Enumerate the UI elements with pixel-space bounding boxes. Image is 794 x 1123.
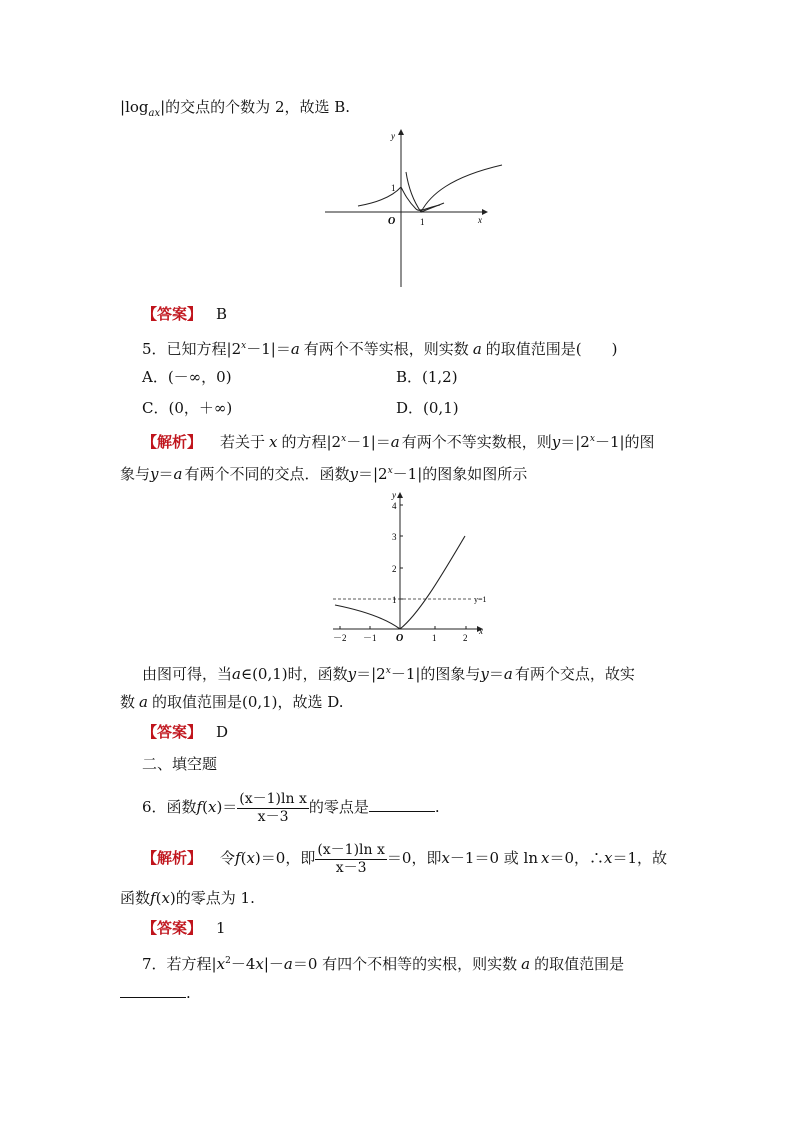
svg-text:－1: －1 — [363, 633, 377, 643]
graph-log-and-curve — [320, 125, 510, 290]
svg-text:y=1: y=1 — [474, 595, 487, 604]
answer-blank-7 — [120, 983, 186, 998]
analysis-6-line-2: 函数f(x)的零点为 1. — [120, 889, 255, 907]
svg-text:4: 4 — [392, 501, 397, 511]
svg-text:3: 3 — [392, 532, 397, 542]
svg-text:y: y — [392, 490, 396, 500]
option-b: B．(1,2) — [396, 368, 458, 386]
analysis-5-line-1: 【解析】 若关于 x 的方程$|2^x-1|=a$ 有两个不等实数根，则$y=|2^x-1|$的图 — [142, 433, 655, 451]
answer-4: 【答案】 B — [142, 305, 228, 323]
svg-text:x: x — [479, 626, 483, 636]
question-7-line-2: . — [120, 983, 191, 1003]
svg-text:2: 2 — [463, 633, 468, 643]
analysis-6-line-1: 【解析】 令f(x)＝0，即 $\frac{\text{(x－1)ln x}}{x-3}$ ＝0，即x－1＝0 或 ln x＝0，∴x＝1，故 — [142, 841, 668, 876]
svg-text:1: 1 — [432, 633, 437, 643]
svg-text:－2: －2 — [333, 633, 347, 643]
graph-abs-exponential — [325, 488, 495, 644]
text-line-1: $|\log_{ax}|$的交点的个数为 2，故选 B. — [120, 98, 351, 119]
svg-text:1: 1 — [392, 595, 397, 605]
option-c: C．(0，＋∞) — [142, 399, 233, 417]
svg-text:1: 1 — [420, 217, 425, 227]
svg-text:y: y — [391, 131, 395, 141]
question-6: 6．函数f(x)＝ $\frac{\text{(x－1)ln x}}{x-3}$ 的零点是 . — [142, 790, 440, 825]
question-5: 5．已知方程$|2^x-1|=a$ 有两个不等实根，则实数 a 的取值范围是( ) — [142, 340, 618, 358]
svg-text:1: 1 — [391, 183, 396, 193]
analysis-5-line-2: 象与y＝a 有两个不同的交点．函数$y=|2^x-1|$的图象如图所示 — [120, 465, 528, 483]
answer-blank-6 — [369, 797, 435, 812]
fraction-q6: $\frac{\text{(x－1)ln x}}{x-3}$ — [239, 790, 307, 825]
option-d: D．(0,1) — [396, 399, 459, 417]
section-title-fill-in: 二、填空题 — [142, 755, 218, 773]
answer-5: 【答案】 D — [142, 723, 229, 741]
conclusion-5-line-2: 数 a 的取值范围是(0,1)，故选 D. — [120, 693, 344, 711]
svg-text:2: 2 — [392, 564, 397, 574]
svg-text:O: O — [388, 216, 396, 227]
fraction-analysis-6: $\frac{\text{(x－1)ln x}}{x-3}$ — [317, 841, 385, 876]
question-7-line-1: 7．若方程$|x^2-4x|-a=0$ 有四个不相等的实根，则实数 a 的取值范围是 — [142, 955, 625, 973]
conclusion-5-line-1: 由图可得，当a∈(0,1)时，函数$y=|2^x-1|$的图象与y＝a 有两个交点，故实 — [142, 665, 635, 683]
answer-6: 【答案】 1 — [142, 919, 226, 937]
svg-text:O: O — [396, 633, 404, 644]
svg-text:x: x — [478, 215, 482, 225]
option-a: A．(－∞，0) — [142, 368, 232, 386]
